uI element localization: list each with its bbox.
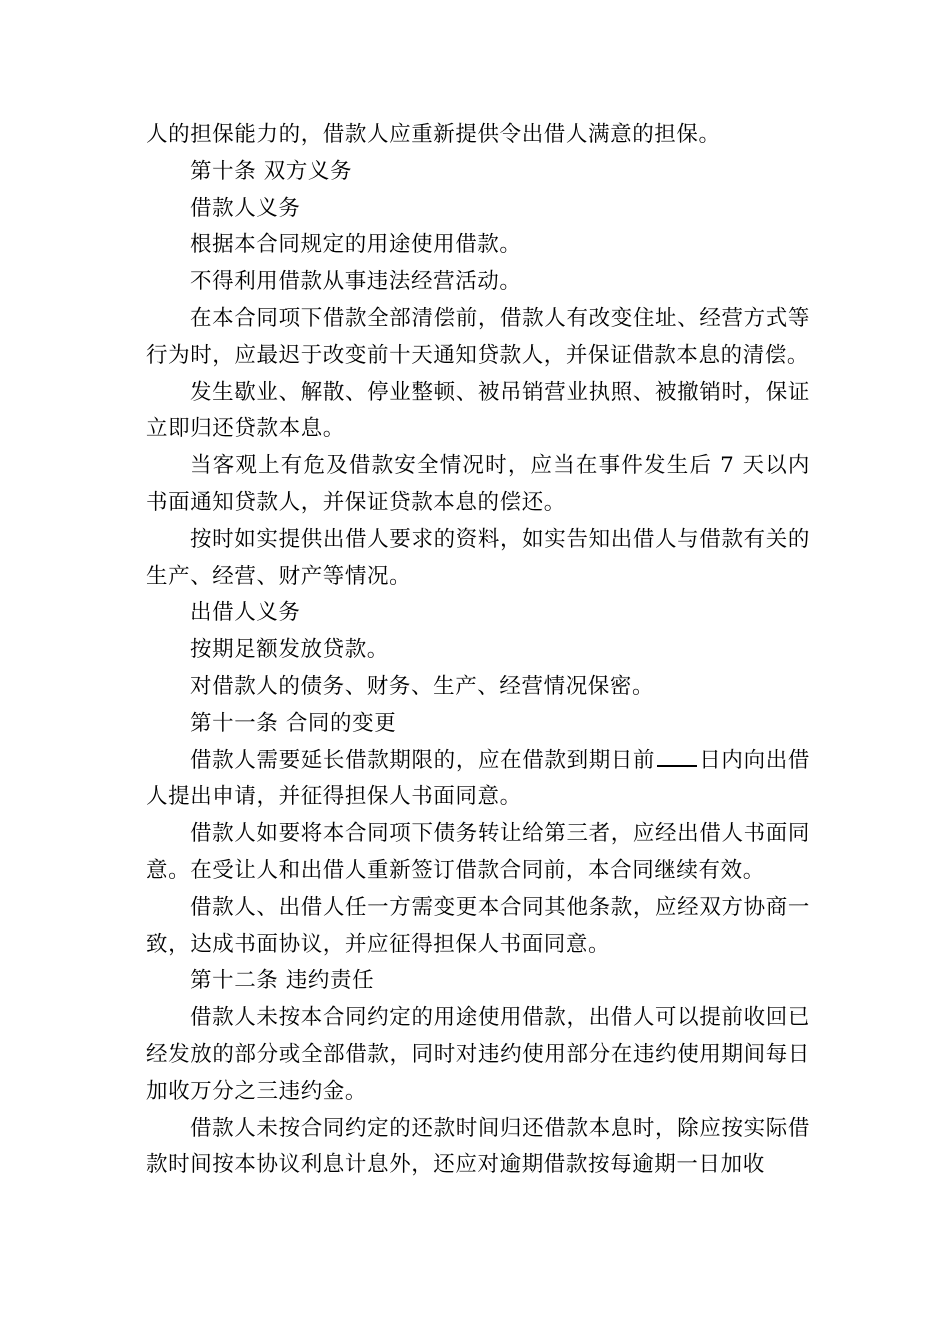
article-11-heading: 第十一条 合同的变更 (190, 710, 397, 736)
paragraph-debt-transfer: 借款人如要将本合同项下债务转让给第三者，应经出借人书面同意。在受让人和出借人重新签订借款合同前，本合同继续有效。 (146, 821, 810, 883)
paragraph-provide-information: 按时如实提供出借人要求的资料，如实告知出借人与借款有关的生产、经营、财产等情况。 (146, 526, 810, 589)
paragraph-disburse-loan: 按期足额发放贷款。 (190, 637, 389, 663)
article-10-heading: 第十条 双方义务 (190, 158, 353, 184)
borrower-obligations-heading: 借款人义务 (190, 195, 301, 221)
paragraph-misuse-penalty: 借款人未按本合同约定的用途使用借款，出借人可以提前收回已经发放的部分或全部借款，同时对违约使用部分在违约使用期间每日加收万分之三违约金。 (146, 1005, 810, 1104)
paragraph-dissolution: 发生歇业、解散、停业整顿、被吊销营业执照、被撤销时，保证立即归还贷款本息。 (146, 379, 810, 442)
extension-text-after: 日内向出借人提出申请，并征得担保人书面同意。 (146, 747, 810, 810)
extension-text-before: 借款人需要延长借款期限的，应在借款到期日前 (190, 747, 656, 773)
paragraph-late-repayment: 借款人未按合同约定的还款时间归还借款本息时，除应按实际借款时间按本协议利息计息外，还应对逾期借款按每逾期一日加收 (146, 1115, 810, 1178)
paragraph-risk-notice: 当客观上有危及借款安全情况时，应当在事件发生后 7 天以内书面通知贷款人，并保证贷款本息的偿还。 (146, 453, 810, 515)
days-blank-field[interactable] (657, 747, 697, 767)
paragraph-amend-terms: 借款人、出借人任一方需变更本合同其他条款，应经双方协商一致，达成书面协议，并应征得担保人书面同意。 (146, 894, 810, 957)
paragraph-guarantee-continuation: 人的担保能力的，借款人应重新提供令出借人满意的担保。 (146, 122, 721, 147)
paragraph-use-of-loan: 根据本合同规定的用途使用借款。 (190, 232, 522, 258)
paragraph-extension-request (146, 743, 810, 817)
article-12-heading: 第十二条 违约责任 (190, 968, 375, 994)
paragraph-change-notice: 在本合同项下借款全部清偿前，借款人有改变住址、经营方式等行为时，应最迟于改变前十天通知贷款人，并保证借款本息的清偿。 (146, 305, 810, 368)
paragraph-no-illegal-business: 不得利用借款从事违法经营活动。 (190, 269, 522, 295)
lender-obligations-heading: 出借人义务 (190, 600, 301, 626)
paragraph-confidentiality: 对借款人的债务、财务、生产、经营情况保密。 (190, 673, 655, 699)
document-body (146, 117, 810, 1184)
